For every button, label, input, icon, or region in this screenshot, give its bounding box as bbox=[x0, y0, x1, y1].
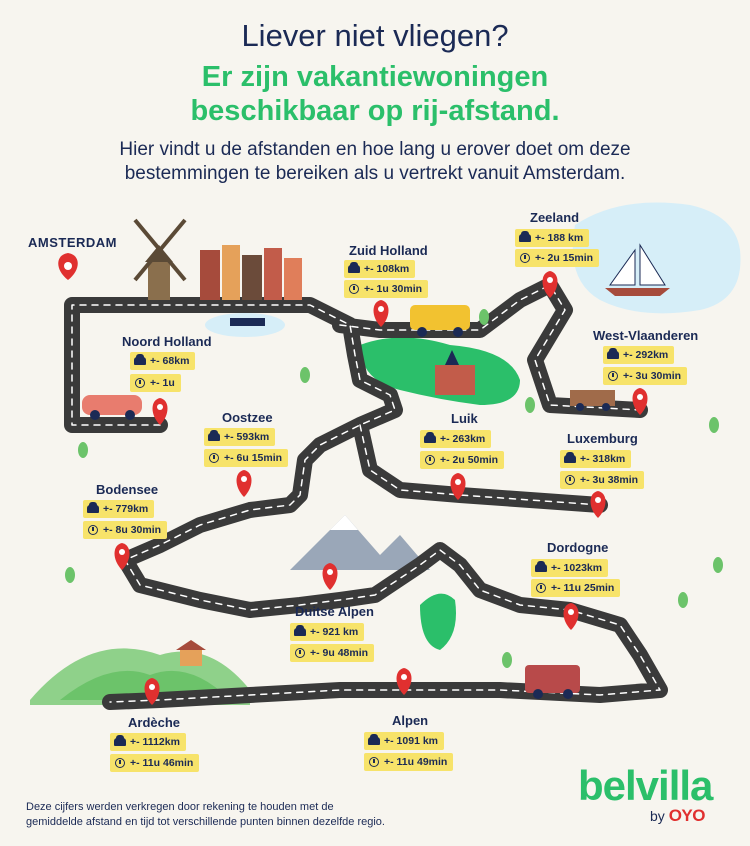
time-value: +- 11u 46min bbox=[130, 757, 194, 769]
distance-badge-alpen bbox=[364, 732, 444, 750]
page-title: Liever niet vliegen? bbox=[241, 18, 509, 53]
distance-badge-ardeche bbox=[110, 733, 186, 751]
distance-value: +- 1091 km bbox=[384, 735, 438, 747]
time-value: +- 8u 30min bbox=[103, 524, 162, 536]
distance-badge-noord-holland bbox=[130, 352, 195, 370]
region-ardeche: Ardèche bbox=[128, 715, 181, 730]
clock-icon bbox=[83, 525, 103, 535]
clock-icon bbox=[110, 758, 130, 768]
time-badge-alpen bbox=[364, 753, 453, 771]
brand-by: by bbox=[650, 808, 665, 824]
region-duitse-alpen: Duitse Alpen bbox=[295, 604, 374, 619]
footnote bbox=[26, 800, 486, 830]
time-badge-oostzee bbox=[204, 449, 288, 467]
clock-icon bbox=[130, 378, 150, 388]
car-icon bbox=[83, 505, 103, 513]
region-noord-holland: Noord Holland bbox=[122, 334, 212, 349]
car-icon bbox=[420, 435, 440, 443]
time-badge-dordogne bbox=[531, 579, 620, 597]
clock-icon bbox=[344, 284, 364, 294]
time-badge-zuid-holland bbox=[344, 280, 428, 298]
distance-value: +- 188 km bbox=[535, 232, 584, 244]
distance-badge-duitse-alpen bbox=[290, 623, 364, 641]
mountains bbox=[290, 515, 430, 570]
distance-value: +- 1023km bbox=[551, 562, 603, 574]
car-icon bbox=[130, 357, 150, 365]
distance-value: +- 318km bbox=[580, 453, 626, 465]
footnote-line-1: Deze cijfers werden verkregen door rekening te houden met de bbox=[26, 801, 334, 813]
time-value: +- 3u 38min bbox=[580, 474, 639, 486]
distance-value: +- 68km bbox=[150, 355, 190, 367]
time-badge-zeeland bbox=[515, 249, 599, 267]
time-value: +- 1u bbox=[150, 377, 175, 389]
region-alpen: Alpen bbox=[392, 713, 429, 728]
clock-icon bbox=[560, 475, 580, 485]
pin-amsterdam bbox=[58, 253, 78, 280]
time-value: +- 6u 15min bbox=[224, 452, 283, 464]
clock-icon bbox=[364, 757, 384, 767]
car-icon bbox=[344, 265, 364, 273]
car-icon bbox=[603, 351, 623, 359]
region-oostzee: Oostzee bbox=[222, 410, 273, 425]
time-value: +- 2u 50min bbox=[440, 454, 499, 466]
clock-icon bbox=[531, 583, 551, 593]
clock-icon bbox=[420, 455, 440, 465]
brand-partner bbox=[650, 806, 705, 826]
time-badge-luik bbox=[420, 451, 504, 469]
distance-value: +- 779km bbox=[103, 503, 149, 515]
clock-icon bbox=[603, 371, 623, 381]
mountain-snow bbox=[330, 515, 358, 530]
farmhouse-illustration bbox=[176, 640, 206, 666]
time-badge-duitse-alpen bbox=[290, 644, 374, 662]
pin-duitse-alpen bbox=[323, 563, 338, 590]
time-value: +- 2u 15min bbox=[535, 252, 594, 264]
pin-luxemburg bbox=[591, 491, 606, 518]
pin-oostzee bbox=[237, 470, 252, 497]
car-icon bbox=[110, 738, 130, 746]
distance-value: +- 108km bbox=[364, 263, 410, 275]
time-value: +- 9u 48min bbox=[310, 647, 369, 659]
time-value: +- 1u 30min bbox=[364, 283, 423, 295]
car-icon bbox=[204, 433, 224, 441]
brand-logo: belvilla bbox=[578, 762, 713, 809]
windmill-illustration bbox=[135, 220, 185, 300]
region-zuid-holland: Zuid Holland bbox=[349, 243, 428, 258]
distance-badge-west-vlaanderen bbox=[603, 346, 674, 364]
region-luxemburg: Luxemburg bbox=[567, 431, 638, 446]
car-icon bbox=[515, 234, 535, 242]
clock-icon bbox=[290, 648, 310, 658]
distance-value: +- 263km bbox=[440, 433, 486, 445]
region-luik: Luik bbox=[451, 411, 478, 426]
time-badge-noord-holland bbox=[130, 374, 181, 392]
region-dordogne: Dordogne bbox=[547, 540, 609, 555]
clock-icon bbox=[204, 453, 224, 463]
car-icon bbox=[290, 628, 310, 636]
pin-dordogne bbox=[564, 603, 579, 630]
car-icon bbox=[364, 737, 384, 745]
canal-houses-illustration bbox=[200, 245, 302, 337]
partner-logo: OYO bbox=[668, 806, 705, 825]
distance-badge-zeeland bbox=[515, 229, 589, 247]
forest-blob-2 bbox=[420, 594, 456, 650]
distance-badge-dordogne bbox=[531, 559, 608, 577]
region-zeeland: Zeeland bbox=[530, 210, 580, 225]
distance-value: +- 921 km bbox=[310, 626, 359, 638]
distance-value: +- 292km bbox=[623, 349, 669, 361]
distance-value: +- 1112km bbox=[130, 736, 180, 748]
distance-badge-oostzee bbox=[204, 428, 275, 446]
distance-badge-bodensee bbox=[83, 500, 154, 518]
time-badge-luxemburg bbox=[560, 471, 644, 489]
subtitle-line-2: bestemmingen te bereiken als u vertrekt vanuit Amsterdam. bbox=[124, 163, 626, 184]
headline-line-2: beschikbaar op rij-afstand. bbox=[190, 95, 560, 127]
region-west-vlaanderen: West-Vlaanderen bbox=[593, 328, 699, 343]
region-bodensee: Bodensee bbox=[96, 482, 159, 497]
distance-badge-luxemburg bbox=[560, 450, 631, 468]
distance-badge-zuid-holland bbox=[344, 260, 415, 278]
distance-value: +- 593km bbox=[224, 431, 270, 443]
headline-line-1: Er zijn vakantiewoningen bbox=[201, 61, 549, 93]
car-icon bbox=[531, 564, 551, 572]
time-badge-west-vlaanderen bbox=[603, 367, 687, 385]
footnote-line-2: gemiddelde afstand en tijd tot verschillende punten binnen dezelfde regio. bbox=[26, 816, 385, 828]
subtitle-line-1: Hier vindt u de afstanden en hoe lang u erover doet om deze bbox=[119, 139, 631, 160]
car-icon bbox=[560, 455, 580, 463]
clock-icon bbox=[515, 253, 535, 263]
time-badge-ardeche bbox=[110, 754, 199, 772]
start-label: AMSTERDAM bbox=[28, 235, 117, 250]
time-value: +- 3u 30min bbox=[623, 370, 682, 382]
car-illustration bbox=[82, 395, 142, 420]
distance-badge-luik bbox=[420, 430, 491, 448]
time-badge-bodensee bbox=[83, 521, 167, 539]
time-value: +- 11u 25min bbox=[551, 582, 615, 594]
time-value: +- 11u 49min bbox=[384, 756, 448, 768]
